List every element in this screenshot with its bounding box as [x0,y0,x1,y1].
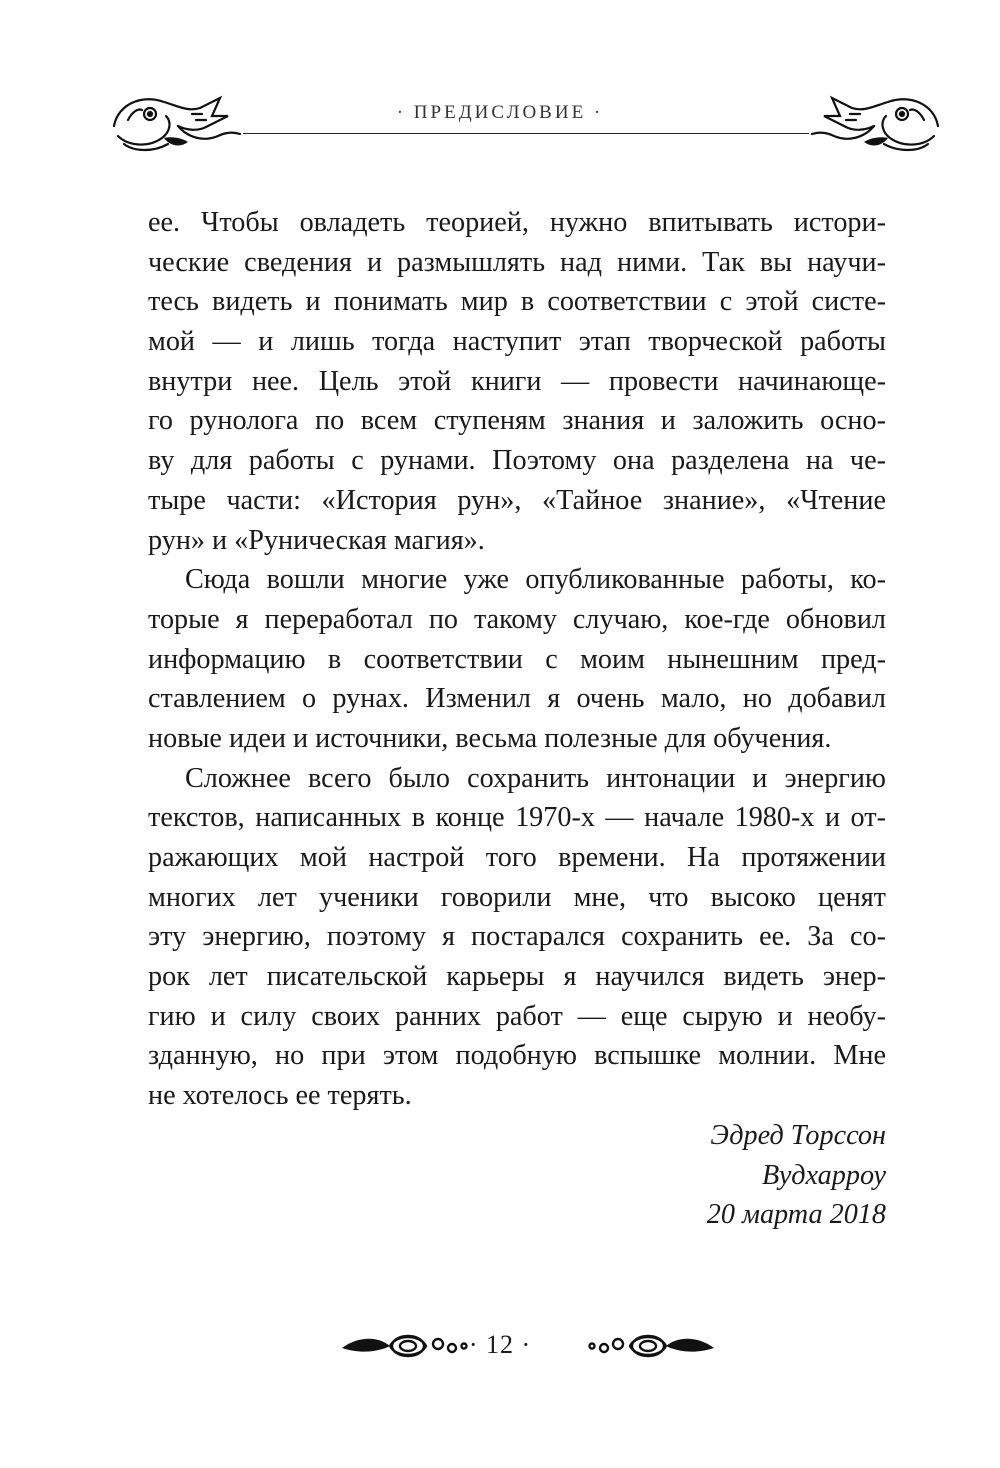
text-line: ражающих мой настрой того времени. На протяжении [148,842,886,873]
text-line: новые идеи и источники, весьма полезные для обучения. [148,722,832,754]
text-line: эту энергию, поэтому я постарался сохранить ее. За со- [148,921,886,953]
signature-author: Эдред Торссон [710,1119,886,1151]
text-line: ческие сведения и размышлять над ними. Так вы научи- [148,246,886,278]
text-line: мой — и лишь тогда наступит этап творческой работы [148,326,886,358]
text-line: Сюда вошли многие уже опубликованные работы, ко- [185,564,886,596]
text-line: тесь видеть и понимать мир в соответствии с этой систе- [148,286,886,318]
text-line: зданную, но при этом подобную вспышке молнии. Мне [148,1040,886,1072]
text-line: ее. Чтобы овладеть теорией, нужно впитывать истори- [148,207,886,238]
header-rule [243,133,809,134]
page-footer [0,1322,1000,1372]
signature-block [148,1116,886,1235]
text-line: рун» и «Руническая магия». [148,524,485,556]
text-line: ставлением о рунах. Изменил я очень мало, но добавил [148,683,886,715]
body-text [148,203,886,1235]
text-line: тыре части: «История рун», «Тайное знание», «Чтение [148,484,886,516]
text-line: текстов, написанных в конце 1970-х — начале 1980-х и от- [148,802,886,834]
signature-place: Вудхарроу [762,1159,886,1191]
text-line: ву для работы с рунами. Поэтому она разделена на че- [148,445,886,477]
text-line: многих лет ученики говорили мне, что высоко ценят [148,881,886,913]
running-head-title: · ПРЕДИСЛОВИЕ · [396,102,604,123]
knotwork-flourish-icon [578,1328,718,1364]
signature-date: 20 марта 2018 [706,1199,886,1231]
page-number: · 12 · [468,1330,532,1359]
text-line: го рунолога по всем ступеням знания и заложить осно- [148,405,886,437]
text-line: Сложнее всего было сохранить интонации и энергию [185,762,886,794]
text-line: рок лет писательской карьеры я научился видеть энер- [148,961,886,993]
text-line: гию и силу своих ранних работ — еще сырую и необу- [148,1000,886,1032]
text-line: не хотелось ее терять. [148,1080,412,1112]
text-line: информацию в соответствии с моим нынешним пред- [148,643,886,675]
text-line: внутри нее. Цель этой книги — провести начинающе- [148,365,886,397]
text-line: торые я переработал по такому случаю, кое-где обновил [148,603,886,635]
